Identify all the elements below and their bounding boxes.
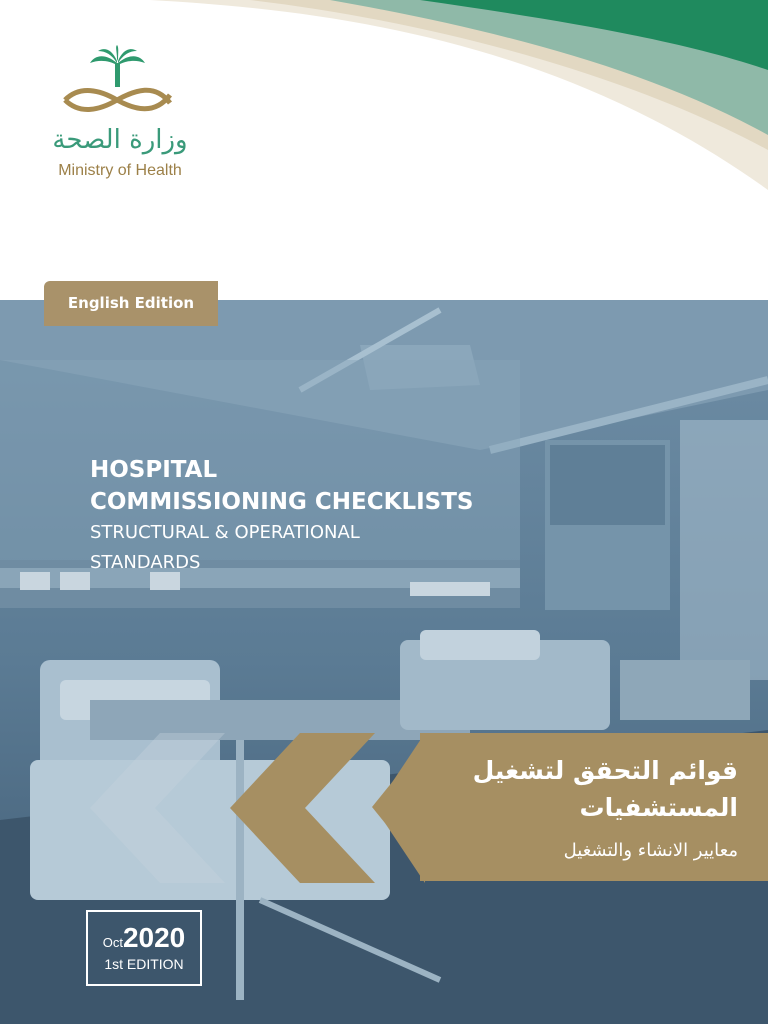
title-line-3: STRUCTURAL & OPERATIONAL <box>90 522 360 543</box>
arabic-title-line-1: قوائم التحقق لتشغيل <box>472 756 738 785</box>
date-year: 2020 <box>122 922 186 953</box>
edition-tab: English Edition <box>44 281 218 326</box>
date-edition-box <box>86 910 202 986</box>
title-line-1: HOSPITAL <box>90 457 218 483</box>
edition-label: 1st EDITION <box>104 956 184 972</box>
arabic-title-line-2: المستشفيات <box>579 793 738 822</box>
title-line-4: STANDARDS <box>90 552 201 573</box>
arabic-title <box>400 752 738 826</box>
logo-english-name: Ministry of Health <box>58 162 182 179</box>
english-title-block <box>90 454 530 578</box>
ministry-logo <box>30 45 205 185</box>
palm-swords-emblem-icon <box>60 45 175 120</box>
logo-arabic-name: وزارة الصحة <box>52 125 188 155</box>
date-month: Oct <box>102 935 123 950</box>
arabic-subtitle: معايير الانشاء والتشغيل <box>563 840 738 861</box>
title-line-2: COMMISSIONING CHECKLISTS <box>90 489 474 515</box>
